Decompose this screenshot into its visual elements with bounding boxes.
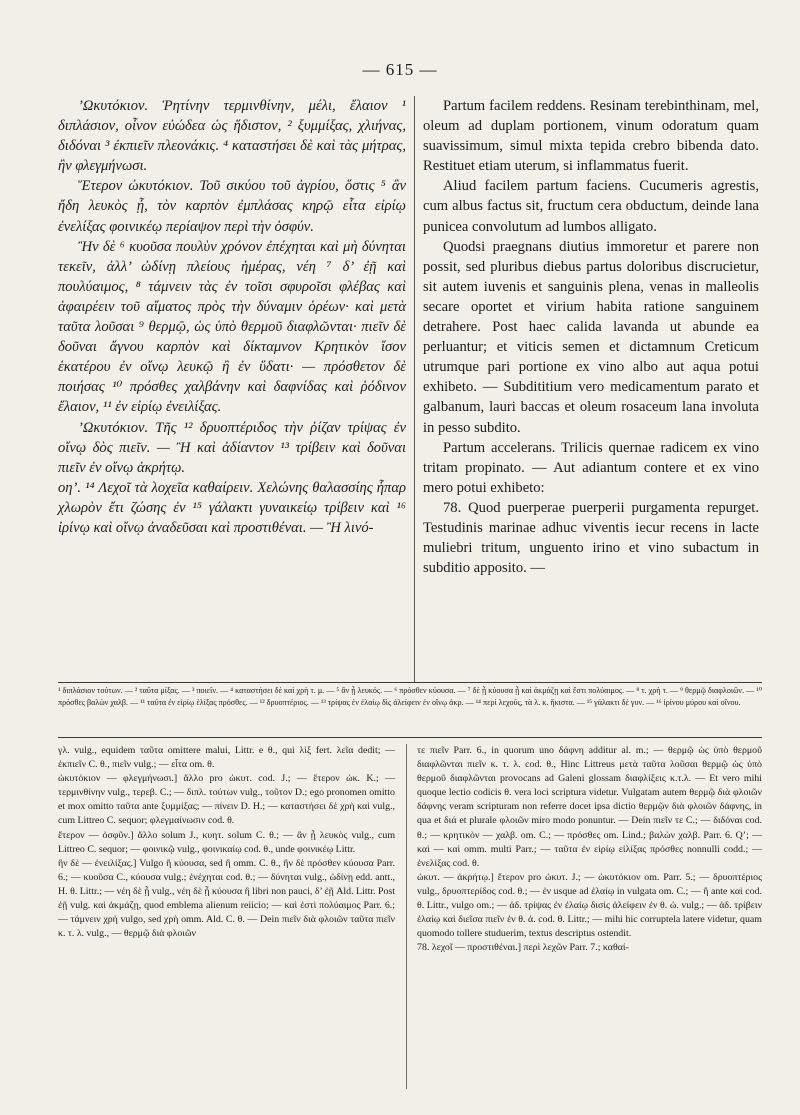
- apparatus-entry: γλ. vulg., equidem ταῦτα omittere malui, Littr. e θ., qui λὶξ fert. λεῖα dedit; — ἐκπιεῖν C. θ., πιεῖν vulg.; — εἶτα om. θ.: [58, 745, 395, 771]
- column-divider: [414, 96, 415, 682]
- page-number: — 615 —: [362, 60, 438, 79]
- apparatus-entry: ἕτερον — ὀσφῦν.] ἄλλο solum J., κυητ. solum C. θ.; — ἂν ᾖ λευκὸς vulg., cum Littreo C. sequor; — φοινικῷ vulg., φοινικαίῳ cod. θ., unde φοινικέῳ Littr.: [58, 829, 395, 855]
- greek-paragraph: Ἕτερον ὠκυτόκιον. Τοῦ σικύου τοῦ ἀγρίου, ὅστις ⁵ ἂν ἤδη λευκὸς ᾖ, τὸν καρπὸν ἐμπλάσας κηρῷ εἶτα εἰρίῳ ἐνελίξας φοινικέῳ περίαψον περὶ τὴν ὀσφύν.: [58, 178, 406, 235]
- latin-paragraph: Aliud facilem partum faciens. Cucumeris agrestis, cum albus factus sit, fructum cera obductum, deinde lana punicea convolutum ad lumbos alligato.: [423, 178, 759, 235]
- critical-apparatus-right: [417, 744, 762, 955]
- footnotes-rule: [58, 682, 762, 683]
- latin-paragraph: 78. Quod puerperae puerperii purgamenta repurget. Testudinis marinae adhuc viventis iecur recens in lacte muliebri tritum, unguento irino et vino subactum in subditio apposito. —: [423, 499, 759, 577]
- critical-apparatus-left: [58, 744, 395, 941]
- greek-paragraph: ’Ωκυτόκιον. Τῆς ¹² δρυοπτέριδος τὴν ῥίζαν τρίψας ἐν οἴνῳ δὸς πιεῖν. — Ἢ καὶ ἀδίαντον ¹³ τρίβειν καὶ δοῦναι πιεῖν ἐν οἴνῳ ἀκρήτῳ.: [58, 419, 406, 476]
- critical-apparatus-rule: [58, 737, 762, 738]
- greek-paragraph: ’Ωκυτόκιον. Ῥητίνην τερμινθίνην, μέλι, ἔλαιον ¹ διπλάσιον, οἶνον εὐώδεα ὡς ἥδιστον, ² ξυμμίξας, χλιήνας, διδόναι ³ ἐκπιεῖν πλεονάκις. ⁴ καταστήσει δὲ καὶ τὰς μήτρας, ἢν φλεγμήνωσι.: [58, 98, 406, 175]
- apparatus-entry: ἢν δὲ — ἐνειλίξας.] Vulgo ἢ κύουσα, sed ἢ omm. C. θ., ἢν δὲ πρόσθεν κύουσα Parr. 6.; — κυοῦσα C., κύουσα vulg.; ἐνέχηται cod. θ.; — δύνηται vulg., ὠδίνῃ edd. antt., H. θ. Littr.; — νέη δὲ ᾖ vulg., νέη δὲ ᾖ κύουσα ἢ libri non pauci, δ’ ἐῇ Ald. Littr. Post ἐῇ vulg. καὶ ἀκμάζῃ, quod emblema alienum reiicio; — καὶ ἐστὶ πολύαιμος Parr. 6.; — τάμνειν χρὴ vulgo, sed χρὴ omm. Ald. C. θ. — Dein πιεῖν διὰ φλοιῶν ταῦτα πιεῖν κ. τ. λ. vulg., — θερμῷ διὰ φλοιῶν: [58, 857, 396, 940]
- apparatus-entry: ὠκυτόκιον — φλεγμήνωσι.] ἄλλο pro ὠκυτ. cod. J.; — ἕτερον ὠκ. K.; — τερμινθίνην vulg., τερεβ. C.; — διπλ. τούτων vulg., τοῦτον D.; ego pronomen omitto et mox omitto ταῦτα ante ξυμμίξας; — πίνειν D. H.; — καταστήσει δὲ χρὴ καὶ vulg., cum Littreo C. sequor; φλεγμαίνωσιν cod. θ.: [58, 773, 395, 827]
- apparatus-entry: ὠκυτ. — ἀκρήτῳ.] ἕτερον pro ὠκυτ. J.; — ὠκυτόκιον om. Parr. 5.; — δρυοπτέριος vulg., δρυοπτερίδος cod. θ.; — ἐν usque ad ἐλαίῳ in vulgata om. C.; — ἢ ante καὶ cod. θ. Littr., vulgo om.; — ἀδ. τρίψας ἐν ἐλαίῳ δισὶς ἀλείφειν ἐν θ. ὠ. vulg.; — ἀδ. τρίβειν ἐλαίῳ καὶ διεῖσα πιεῖν ἐν θ. ἀ. cod. θ. Littr.; — mihi hic corruptela latere videtur, quam quomodo tollere studuerim, textus descriptus ostendit.: [417, 871, 762, 940]
- latin-paragraph: Partum facilem reddens. Resinam terebinthinam, mel, oleum ad duplam portionem, vinum odoratum quam suavissimum, simul mixta tepida crebro bibenda dato. Restituet etiam uterum, si inflammatus fuerit.: [423, 98, 759, 175]
- apparatus-entry: 78. λεχοῖ — προστιθέναι.] περὶ λεχῶν Parr. 7.; καθαί-: [417, 942, 629, 954]
- latin-paragraph: Partum accelerans. Trilicis quernae radicem ex vino tritam propinato. — Aut adiantum contere et ex vino mero potui exhibeto:: [423, 439, 759, 496]
- latin-text-column: [423, 96, 759, 578]
- apparatus-entry: τε πιεῖν Parr. 6., in quorum uno δάφνη additur al. m.; — θερμῷ ὡς ὑπὸ θερμοῦ διαφλῶνται πιεῖν κ. τ. λ. cod. θ., Hinc Littreus μετὰ ταῦτα λοῦσαι θερμῷ ὡς ὑπὸ θερμοῦ διαφλῶνται provocans ad Galeni glossam διαφλίξεις κ.τ.λ. — Et vero mihi quoque lectio codicis θ. vera loci scriptura videtur. Vulgatam autem θερμῷ διὰ φλοιῶν δάφνης veram scripturam non referre docet ipsa dictio θερμῷν διὰ φλοιῶν δάφνης, in qua et διά et plurale φλοιῶν miro modo ponuntur. — Dein πιεῖν τε C.; — διδόναι cod. θ.; — κρητικὸν — χαλβ. om. C.; — πρόσθες om. Lind.; βαλὼν χαλβ. Parr. 6. Q’; — καὶ — καὶ omm. multi Parr.; — ταῦτα ἐν εἰρίῳ εἰλίξας πρόσθες nonnulli codd.; — ἐνελίξας cod. θ.: [417, 745, 762, 869]
- greek-paragraph: οη’. ¹⁴ Λεχοῖ τὰ λοχεῖα καθαίρειν. Χελώνης θαλασσίης ἧπαρ χλωρὸν ἔτι ζώσης ἐν ¹⁵ γάλακτι γυναικείῳ τρίβειν καὶ ¹⁶ ἰρίνῳ καὶ οἴνῳ ἀναδεῦσαι καὶ προστιθέναι. — Ἢ λινό-: [58, 479, 406, 536]
- footnotes: [58, 685, 762, 710]
- greek-paragraph: Ἢν δὲ ⁶ κυοῦσα πουλὺν χρόνον ἐπέχηται καὶ μὴ δύνηται τεκεῖν, ἀλλ’ ὠδίνῃ πλείους ἡμέρας, νέη ⁷ δ’ ἐῇ καὶ πουλύαιμος, ⁸ τάμνειν τὰς ἐν τοῖσι σφυροῖσι φλέβας καὶ ἀφαιρέειν τοῦ αἵματος πρὸς τὴν δύναμιν ὁρέων· καὶ μετὰ ταῦτα λοῦσαι ⁹ θερμῷ, ὡς ὑπὸ θερμοῦ διαφλῶνται· πιεῖν δὲ δοῦναι ἄγνου καρπὸν καὶ δίκταμνον Κρητικὸν ἴσον ἑκατέρου ἐν οἴνῳ λευκῷ ἢ ἐν ὕδατι· — πρόσθετον δὲ ποιήσας ¹⁰ πρόσθες χαλβάνην καὶ δαφνίδας καὶ ῥόδινον ἔλαιον, ¹¹ ἐν εἰρίῳ ἐνειλίξας.: [58, 238, 406, 416]
- latin-paragraph: Quodsi praegnans diutius immoretur et parere non possit, sed pluribus diebus partus doloribus discrucietur, sit autem iuvenis et sanguinis plena, venas in malleolis secare oportet et virium habita ratione sanguinem detrahere. Post haec calida lavanda ut abunde ea perluantur; et viticis semen et dictamnum Creticum utrumque pari portione ex vino albo aut aqua potui exhibeto. — Subdititium vero medicamentum parato et galbanum, lauri baccas et oleum rosaceum lana involuta in pesso subdito.: [423, 238, 759, 436]
- greek-text-column: [58, 96, 406, 538]
- footnote-text: ¹ διπλάσιον τούτων. — ² ταῦτα μίξας. — ³ ποιεῖν. — ⁴ καταστήσει δὲ καὶ χρὴ τ. μ. — ⁵ ἂν ᾖ λευκός. — ⁶ πρόσθεν κύουσα. — ⁷ δὲ ᾖ κύουσα ᾖ καὶ ἀκμάζῃ καὶ ἔστι πολύαιμος. — ⁸ τ. χρὴ τ. — ⁹ θερμῷ διαφλοιῶν. — ¹⁰ πρόσθες βαλὼν χαλβ. — ¹¹ ταῦτα ἐν εἰρίῳ ἑλίξας πρόσθες. — ¹² δρυοπτέριος. — ¹³ τρίψας ἐν ἐλαίῳ δὶς ἀλείφειν ἐν οἴνῳ ἀκρ. — ¹⁴ περὶ λεχοῦς, τὰ λ. κ. ἥκιστα. — ¹⁵ γάλακτι δὲ γυν. — ¹⁶ ἰρίνου μύρου καὶ οἴνου.: [58, 686, 762, 708]
- apparatus-column-divider: [406, 744, 407, 1089]
